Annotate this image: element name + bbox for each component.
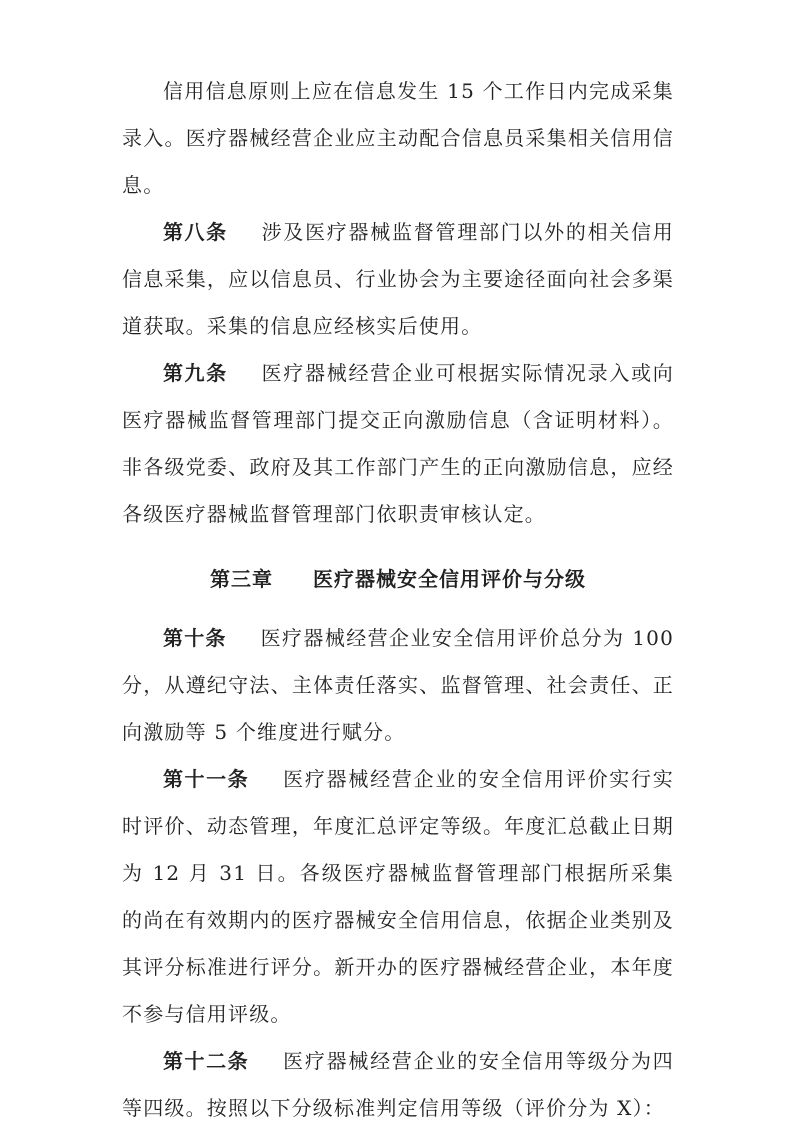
article-11-text: 医疗器械经营企业的安全信用评价实行实时评价、动态管理，年度汇总评定等级。年度汇总截止日期为 12 月 31 日。各级医疗器械监督管理部门根据所采集的尚在有效期内的医疗器械安全信用信息，依据企业类别及其评分标准进行评分。新开办的医疗器械经营企业，本年度不参与信用评级。 xyxy=(122,767,674,1026)
article-10-title: 第十条 xyxy=(163,626,227,650)
article-12-text: 医疗器械经营企业的安全信用等级分为四等四级。按照以下分级标准判定信用等级（评价分为 X）： xyxy=(122,1049,674,1120)
article-12 xyxy=(122,1038,674,1132)
intro-paragraph xyxy=(122,68,674,209)
intro-text: 信用信息原则上应在信息发生 15 个工作日内完成采集录入。医疗器械经营企业应主动配合信息员采集相关信用信息。 xyxy=(122,79,674,197)
article-9-text: 医疗器械经营企业可根据实际情况录入或向医疗器械监督管理部门提交正向激励信息（含证明材料）。非各级党委、政府及其工作部门产生的正向激励信息，应经各级医疗器械监督管理部门依职责审核认定。 xyxy=(122,361,674,526)
article-9 xyxy=(122,350,674,538)
article-10-text: 医疗器械经营企业安全信用评价总分为 100 分，从遵纪守法、主体责任落实、监督管理、社会责任、正向激励等 5 个维度进行赋分。 xyxy=(122,626,674,744)
article-11 xyxy=(122,756,674,1038)
article-10 xyxy=(122,615,674,756)
chapter-heading xyxy=(122,556,674,603)
article-11-title: 第十一条 xyxy=(163,767,250,791)
article-8-text: 涉及医疗器械监督管理部门以外的相关信用信息采集，应以信息员、行业协会为主要途径面向社会多渠道获取。采集的信息应经核实后使用。 xyxy=(122,220,674,338)
article-8-title: 第八条 xyxy=(163,220,228,244)
article-8 xyxy=(122,209,674,350)
chapter-number: 第三章 xyxy=(210,567,273,591)
article-12-title: 第十二条 xyxy=(163,1049,250,1073)
chapter-title: 医疗器械安全信用评价与分级 xyxy=(313,567,586,591)
article-9-title: 第九条 xyxy=(163,361,228,385)
